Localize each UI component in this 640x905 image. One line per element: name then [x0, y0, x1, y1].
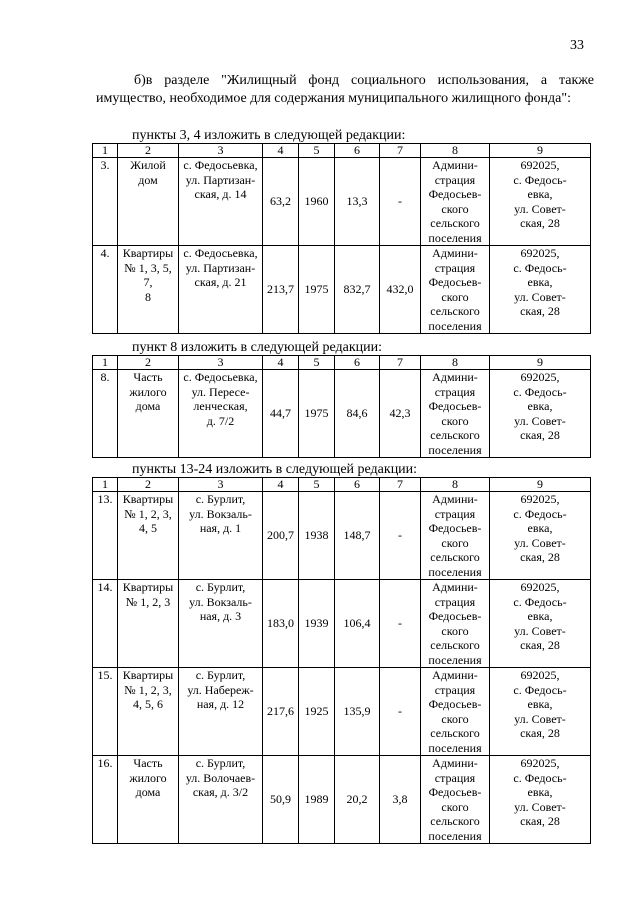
value-7-cell: -	[380, 668, 421, 756]
holder-address-cell: 692025, с. Федось- евка, ул. Совет- ская, 28	[490, 756, 591, 844]
table-row	[93, 756, 591, 844]
column-header: 2	[118, 356, 179, 370]
column-header: 1	[93, 356, 118, 370]
object-name-cell: Жилой дом	[118, 158, 179, 246]
column-header: 1	[93, 144, 118, 158]
property-table	[92, 143, 591, 334]
area-cell: 183,0	[263, 580, 299, 668]
property-table	[92, 477, 591, 844]
area-cell: 217,6	[263, 668, 299, 756]
section-caption: пункты 3, 4 изложить в следующей редакции:	[132, 128, 406, 143]
holder-address-cell: 692025, с. Федось- евка, ул. Совет- ская, 28	[490, 492, 591, 580]
table-row	[93, 492, 591, 580]
year-cell: 1960	[299, 158, 335, 246]
year-cell: 1939	[299, 580, 335, 668]
address-cell: с. Бурлит, ул. Вокзаль- ная, д. 1	[179, 492, 263, 580]
holder-address-cell: 692025, с. Федось- евка, ул. Совет- ская, 28	[490, 158, 591, 246]
value-6-cell: 832,7	[335, 246, 380, 334]
column-header: 2	[118, 478, 179, 492]
table-row	[93, 246, 591, 334]
address-cell: с. Бурлит, ул. Вокзаль- ная, д. 3	[179, 580, 263, 668]
column-header: 7	[380, 144, 421, 158]
column-header: 5	[299, 144, 335, 158]
value-6-cell: 13,3	[335, 158, 380, 246]
year-cell: 1975	[299, 246, 335, 334]
table-row	[93, 158, 591, 246]
value-7-cell: -	[380, 580, 421, 668]
value-7-cell: 432,0	[380, 246, 421, 334]
value-6-cell: 135,9	[335, 668, 380, 756]
year-cell: 1938	[299, 492, 335, 580]
section-caption: пункты 13-24 изложить в следующей редакции:	[132, 462, 418, 477]
holder-cell: Админи- страция Федосьев- ского сельского поселения	[421, 756, 490, 844]
object-name-cell: Квартиры № 1, 2, 3	[118, 580, 179, 668]
column-header: 7	[380, 478, 421, 492]
intro-paragraph: б)в разделе "Жилищный фонд социального использования, а также имущество, необходимое для содержания муниципального жилищного фонда":	[96, 73, 594, 106]
row-number-cell: 4.	[93, 246, 118, 334]
table-row	[93, 580, 591, 668]
column-header: 6	[335, 356, 380, 370]
column-header: 7	[380, 356, 421, 370]
year-cell: 1925	[299, 668, 335, 756]
column-header: 4	[263, 144, 299, 158]
holder-cell: Админи- страция Федосьев- ского сельского поселения	[421, 158, 490, 246]
address-cell: с. Федосьевка, ул. Пересе- ленческая, д. 7/2	[179, 370, 263, 458]
column-header: 3	[179, 478, 263, 492]
column-header: 3	[179, 356, 263, 370]
holder-address-cell: 692025, с. Федось- евка, ул. Совет- ская, 28	[490, 246, 591, 334]
address-cell: с. Федосьевка, ул. Партизан- ская, д. 14	[179, 158, 263, 246]
holder-address-cell: 692025, с. Федось- евка, ул. Совет- ская, 28	[490, 370, 591, 458]
address-cell: с. Бурлит, ул. Волочаев- ская, д. 3/2	[179, 756, 263, 844]
column-header: 9	[490, 478, 591, 492]
row-number-cell: 14.	[93, 580, 118, 668]
value-7-cell: -	[380, 158, 421, 246]
column-header: 8	[421, 144, 490, 158]
object-name-cell: Часть жилого дома	[118, 370, 179, 458]
area-cell: 63,2	[263, 158, 299, 246]
column-header: 4	[263, 356, 299, 370]
column-header: 6	[335, 478, 380, 492]
object-name-cell: Квартиры № 1, 2, 3, 4, 5	[118, 492, 179, 580]
section-caption: пункт 8 изложить в следующей редакции:	[132, 340, 382, 355]
value-6-cell: 84,6	[335, 370, 380, 458]
year-cell: 1989	[299, 756, 335, 844]
column-header: 5	[299, 478, 335, 492]
page-number: 33	[570, 38, 584, 53]
header-row	[93, 356, 591, 370]
object-name-cell: Часть жилого дома	[118, 756, 179, 844]
holder-cell: Админи- страция Федосьев- ского сельского поселения	[421, 246, 490, 334]
area-cell: 213,7	[263, 246, 299, 334]
holder-address-cell: 692025, с. Федось- евка, ул. Совет- ская, 28	[490, 668, 591, 756]
value-7-cell: -	[380, 492, 421, 580]
area-cell: 50,9	[263, 756, 299, 844]
column-header: 4	[263, 478, 299, 492]
row-number-cell: 13.	[93, 492, 118, 580]
year-cell: 1975	[299, 370, 335, 458]
value-6-cell: 148,7	[335, 492, 380, 580]
column-header: 9	[490, 356, 591, 370]
holder-cell: Админи- страция Федосьев- ского сельского поселения	[421, 492, 490, 580]
holder-cell: Админи- страция Федосьев- ского сельского поселения	[421, 668, 490, 756]
column-header: 8	[421, 478, 490, 492]
holder-cell: Админи- страция Федосьев- ского сельского поселения	[421, 370, 490, 458]
value-7-cell: 3,8	[380, 756, 421, 844]
row-number-cell: 8.	[93, 370, 118, 458]
address-cell: с. Бурлит, ул. Набереж- ная, д. 12	[179, 668, 263, 756]
column-header: 6	[335, 144, 380, 158]
area-cell: 44,7	[263, 370, 299, 458]
value-6-cell: 106,4	[335, 580, 380, 668]
property-table	[92, 355, 591, 458]
header-row	[93, 478, 591, 492]
header-row	[93, 144, 591, 158]
column-header: 9	[490, 144, 591, 158]
object-name-cell: Квартиры № 1, 3, 5, 7, 8	[118, 246, 179, 334]
value-6-cell: 20,2	[335, 756, 380, 844]
column-header: 2	[118, 144, 179, 158]
row-number-cell: 3.	[93, 158, 118, 246]
table-row	[93, 370, 591, 458]
table-row	[93, 668, 591, 756]
address-cell: с. Федосьевка, ул. Партизан- ская, д. 21	[179, 246, 263, 334]
row-number-cell: 16.	[93, 756, 118, 844]
holder-cell: Админи- страция Федосьев- ского сельского поселения	[421, 580, 490, 668]
column-header: 5	[299, 356, 335, 370]
column-header: 1	[93, 478, 118, 492]
area-cell: 200,7	[263, 492, 299, 580]
column-header: 8	[421, 356, 490, 370]
row-number-cell: 15.	[93, 668, 118, 756]
holder-address-cell: 692025, с. Федось- евка, ул. Совет- ская, 28	[490, 580, 591, 668]
column-header: 3	[179, 144, 263, 158]
value-7-cell: 42,3	[380, 370, 421, 458]
object-name-cell: Квартиры № 1, 2, 3, 4, 5, 6	[118, 668, 179, 756]
